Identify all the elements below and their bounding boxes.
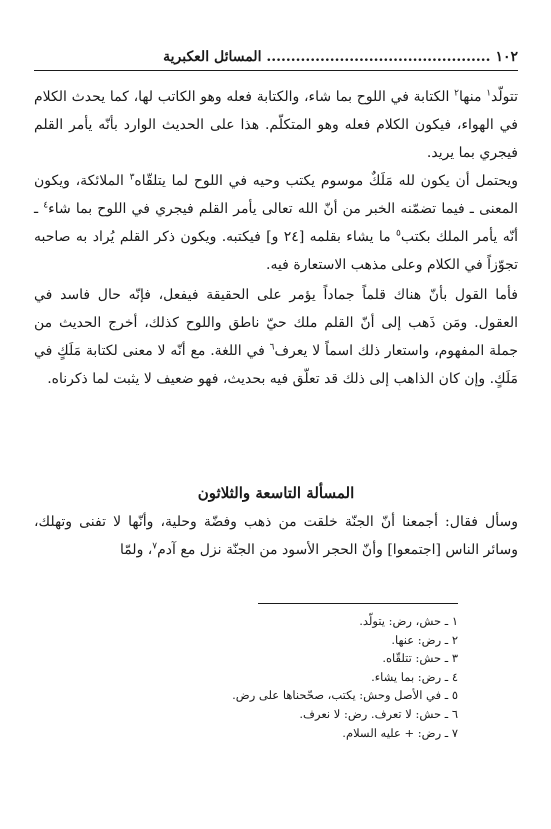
paragraph-1 xyxy=(34,83,518,167)
text-run: تتولّد xyxy=(491,89,518,105)
text-run: ـ أنّه يأمر الملك بكتب xyxy=(34,201,518,245)
footnote-2: ٢ ـ رض: عنها. xyxy=(391,632,458,647)
footnote-3: ٣ ـ حش: تتلقّاه. xyxy=(382,651,458,666)
text-run: ، ولمّا xyxy=(119,542,153,558)
footnote-4: ٤ ـ رض: بما يشاء. xyxy=(371,669,458,684)
text-run: في اللغة. مع أنّه لا معنى لكتابة مَلَكٍ في مَلَكٍ. وإن كان الذاهب إلى ذلك قد تعلّق فيه بحديث، فهو ضعيف لا يثبت لما ذكرناه. xyxy=(34,343,518,387)
running-title: المسائل العكبرية xyxy=(163,49,262,65)
section-paragraph xyxy=(34,508,518,564)
paragraph-text xyxy=(34,281,518,393)
footnote-marker: ٣ xyxy=(129,172,135,183)
footnotes xyxy=(58,612,458,742)
text-run: فأما القول بأنّ هناك قلماً جماداً يؤمر على الحقيقة فيفعل، فإنّه حال فاسد في العقول. ومَن ذَهب إلى أنّ القلم ملك حيّ ناطق واللوح كذلك، أخرج الحديث من جملة المفهوم، واستعار ذلك اسماً لا يعرف xyxy=(34,287,518,359)
text-run: وسأل فقال: أجمعنا أنّ الجنّة خلقت من ذهب وفضّة وحلية، وأنّها لا تفنى وتهلك، وسائر الناس [اجتمعوا] وأنّ الحجر الأسود من الجنّة نزل مع آدم xyxy=(34,514,518,558)
footnote-marker: ٦ xyxy=(269,342,275,353)
footnote-5: ٥ ـ في الأصل وحش: يكتب، صحّحناها على رض. xyxy=(232,688,458,703)
text-run: ما يشاء بقلمه [٢٤ و] فيكتبه. ويكون ذكر القلم يُراد به صاحبه تجوّزاً في الكلام وعلى مذهب الاستعارة فيه. xyxy=(34,229,518,273)
paragraph-3 xyxy=(34,281,518,393)
text-run: الكتابة في اللوح بما شاء، والكتابة فعله وهو الكاتب لها، كما يحدث الكلام في الهواء، فيكون الكلام فعله وهو المتكلّم. هذا على الحديث الوارد بأنّه يأمر القلم فيجري بما يريد. xyxy=(34,89,518,161)
footnote-marker: ١ xyxy=(486,88,492,99)
running-header xyxy=(34,47,518,67)
paragraph-text xyxy=(34,167,518,279)
text-run: منها xyxy=(459,89,487,105)
footnote-marker: ٤ xyxy=(43,200,49,211)
footnote-marker: ٧ xyxy=(152,541,158,552)
header-rule xyxy=(34,70,518,71)
paragraph-text xyxy=(34,83,518,167)
footnote-7: ٧ ـ رض: + عليه السلام. xyxy=(342,725,458,740)
footnote-marker: ٢ xyxy=(454,88,460,99)
section-title: المسألة التاسعة والثلاثون xyxy=(197,484,355,502)
footnote-marker: ٥ xyxy=(396,228,401,239)
text-run: ويحتمل أن يكون لله مَلَكٌ موسوم يكتب وحيه في اللوح لما يتلقّاه xyxy=(134,173,519,189)
footnote-1: ١ ـ حش، رض: يتولّد. xyxy=(359,614,458,628)
paragraph-2 xyxy=(34,167,518,279)
footnote-rule xyxy=(258,603,458,604)
text-run: الملائكة، ويكون المعنى ـ فيما تضمّنه الخبر من أنّ الله تعالى يأمر القلم فيجري في اللوح بما شاء xyxy=(34,173,518,217)
header-dots: .............................................. xyxy=(266,49,491,65)
page-number: ١٠٢ xyxy=(495,49,518,65)
footnote-6: ٦ ـ حش: لا تعرف. رض: لا نعرف. xyxy=(299,706,458,721)
paragraph-text xyxy=(34,508,518,564)
